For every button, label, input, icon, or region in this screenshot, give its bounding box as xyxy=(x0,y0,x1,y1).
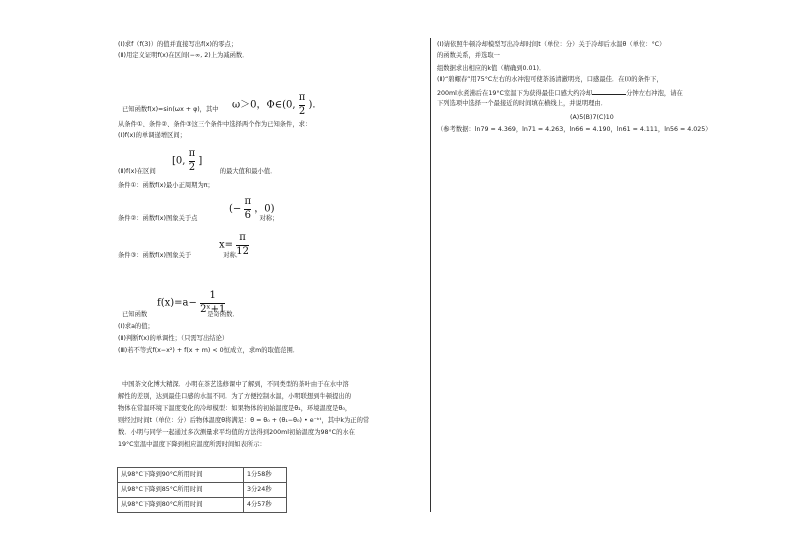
table-cell: 从98°C下降到85°C所用时间 xyxy=(118,483,244,498)
q3-prefix: 已知函数 xyxy=(122,311,148,318)
condition-3 xyxy=(118,252,242,260)
tea-paragraph-line-5: 数．小明与同学一起通过多次测量求平均值的方法得到200ml初始温度为98°C的水在 xyxy=(118,429,355,436)
tea-paragraph-line-3: 物体在常温环境下温度变化的冷却模型：如果物体的初始温度是θ₁，环境温度是θ₀， xyxy=(118,405,352,412)
function-definition: 已知函数f(x)=sin(ωx + φ)，其中 xyxy=(122,106,219,113)
question-3-part-3: (Ⅲ)若不等式f(x−x²) + f(x + m) < 0恒成立，求m的取值范围． xyxy=(118,347,300,354)
denominator: 2 xyxy=(188,161,196,173)
tea-paragraph-line-2: 解性的差别，达到最佳口感的水温不同．为了方便控制水温，小明联想到牛顿提出的 xyxy=(118,393,351,400)
table-cell: 4分57秒 xyxy=(244,498,287,513)
numerator: π xyxy=(188,148,196,159)
cond2-suffix: 对称； xyxy=(259,215,279,222)
question-4-part-2-line-3: 下列选项中选择一个最接近的时间填在横线上，并说明理由． xyxy=(437,100,608,107)
q2-prefix: (Ⅱ)f(x)在区间 xyxy=(118,168,156,175)
condition-text: ω＞0，Φ∈(0, xyxy=(232,99,296,111)
q3-suffix: 是奇函数． xyxy=(207,311,239,318)
interval-close: ] xyxy=(198,155,203,167)
reference-data: （参考数据：ln79 = 4.369，ln71 = 4.263，ln66 = 4.190，ln61 = 4.111，ln56 = 4.025） xyxy=(437,126,712,133)
tea-paragraph-line-1: 中国茶文化博大精深．小明在茶艺选修课中了解到，不同类型的茶叶由于在水中溶 xyxy=(122,381,349,388)
q2-suffix: 的最大值和最小值． xyxy=(219,168,277,175)
answer-options: (A)5(B)7(C)10 xyxy=(570,114,614,121)
table-cell: 从98°C下降到80°C所用时间 xyxy=(118,498,244,513)
point-close: ，0) xyxy=(254,203,275,215)
column-divider xyxy=(430,38,431,512)
question-3-intro xyxy=(122,311,239,319)
cond3-suffix: 对称． xyxy=(223,252,243,259)
question-1-part-1: (Ⅰ)求f（f(3)）的值并直接写出f(x)的零点； xyxy=(118,41,238,48)
question-4-part-1-line-1: (Ⅰ)请依照牛顿冷却模型写出冷却时间t（单位：分）关于冷却后水温θ（单位：°C） xyxy=(437,41,666,48)
denominator: 2ˣ+1 xyxy=(200,303,226,315)
cooling-time-table xyxy=(117,467,287,513)
question-2-part-2 xyxy=(118,168,276,176)
question-4-part-2-line-2 xyxy=(437,88,683,98)
denominator: 2 xyxy=(298,105,306,117)
answer-blank[interactable] xyxy=(592,88,626,95)
numerator: 1 xyxy=(209,290,216,301)
denominator: 12 xyxy=(236,245,249,257)
table-cell: 从98°C下降到90°C所用时间 xyxy=(118,468,244,483)
question-3-part-2: (Ⅱ)判断f(x)的单调性；（只需写出结论） xyxy=(118,335,229,342)
table-cell: 3分24秒 xyxy=(244,483,287,498)
omega-phi-condition xyxy=(232,92,322,118)
condition-close: )． xyxy=(308,99,323,111)
point-open: (− xyxy=(229,203,242,215)
table-row xyxy=(118,498,287,513)
table-row xyxy=(118,483,287,498)
choose-conditions: 从条件①、条件②、条件③这三个条件中选择两个作为已知条件，求： xyxy=(118,121,312,128)
table-row xyxy=(118,468,287,483)
tea-paragraph-line-6: 19°C室温中温度下降到相应温度所需时间如表所示： xyxy=(118,441,266,448)
cond2-prefix: 条件②：函数f(x)图象关于点 xyxy=(118,215,198,222)
question-4-part-2-line-1: (Ⅱ)“碧螺春”用75°C左右的水冲泡可使茶汤清澈明亮，口感最佳．在(Ⅰ)的条件下， xyxy=(437,76,663,83)
question-4-part-1-line-3: 组数据求出相应的k值（精确到0.01)． xyxy=(437,65,546,72)
r5-prefix: 200ml水煮沸后在19°C室温下为获得最佳口感大约冷却 xyxy=(437,90,593,97)
cond3-prefix: 条件③：函数f(x)图象关于 xyxy=(118,252,192,259)
tea-paragraph-line-4: 则经过时间t（单位：分）后物体温度θ将满足：θ = θ₀ + (θ₁−θ₀) • e⁻ᵏᵗ，其中k为正的常 xyxy=(118,417,370,424)
x-equals: x= xyxy=(219,239,234,251)
denominator: 6 xyxy=(244,209,251,221)
r5-suffix: 分钟左右冲泡，请在 xyxy=(626,90,683,97)
question-2-part-1: (Ⅰ)f(x)的单调递增区间； xyxy=(118,132,187,139)
question-4-part-1-line-2: 的函数关系，并选取一 xyxy=(437,52,500,59)
pi-over-2-fraction xyxy=(299,92,306,118)
numerator: π xyxy=(298,92,306,103)
condition-2 xyxy=(118,215,278,223)
table-cell: 1分58秒 xyxy=(244,468,287,483)
question-3-part-1: (Ⅰ)求a的值； xyxy=(118,323,154,330)
question-1-part-2: (Ⅱ)用定义证明f(x)在区间(−∞, 2)上为减函数． xyxy=(118,52,249,59)
numerator: π xyxy=(239,232,246,243)
condition-1: 条件①：函数f(x)最小正周期为π； xyxy=(118,182,214,189)
formula-prefix: f(x)=a− xyxy=(157,297,197,309)
numerator: π xyxy=(244,196,252,207)
interval-open: [0, xyxy=(172,155,186,167)
